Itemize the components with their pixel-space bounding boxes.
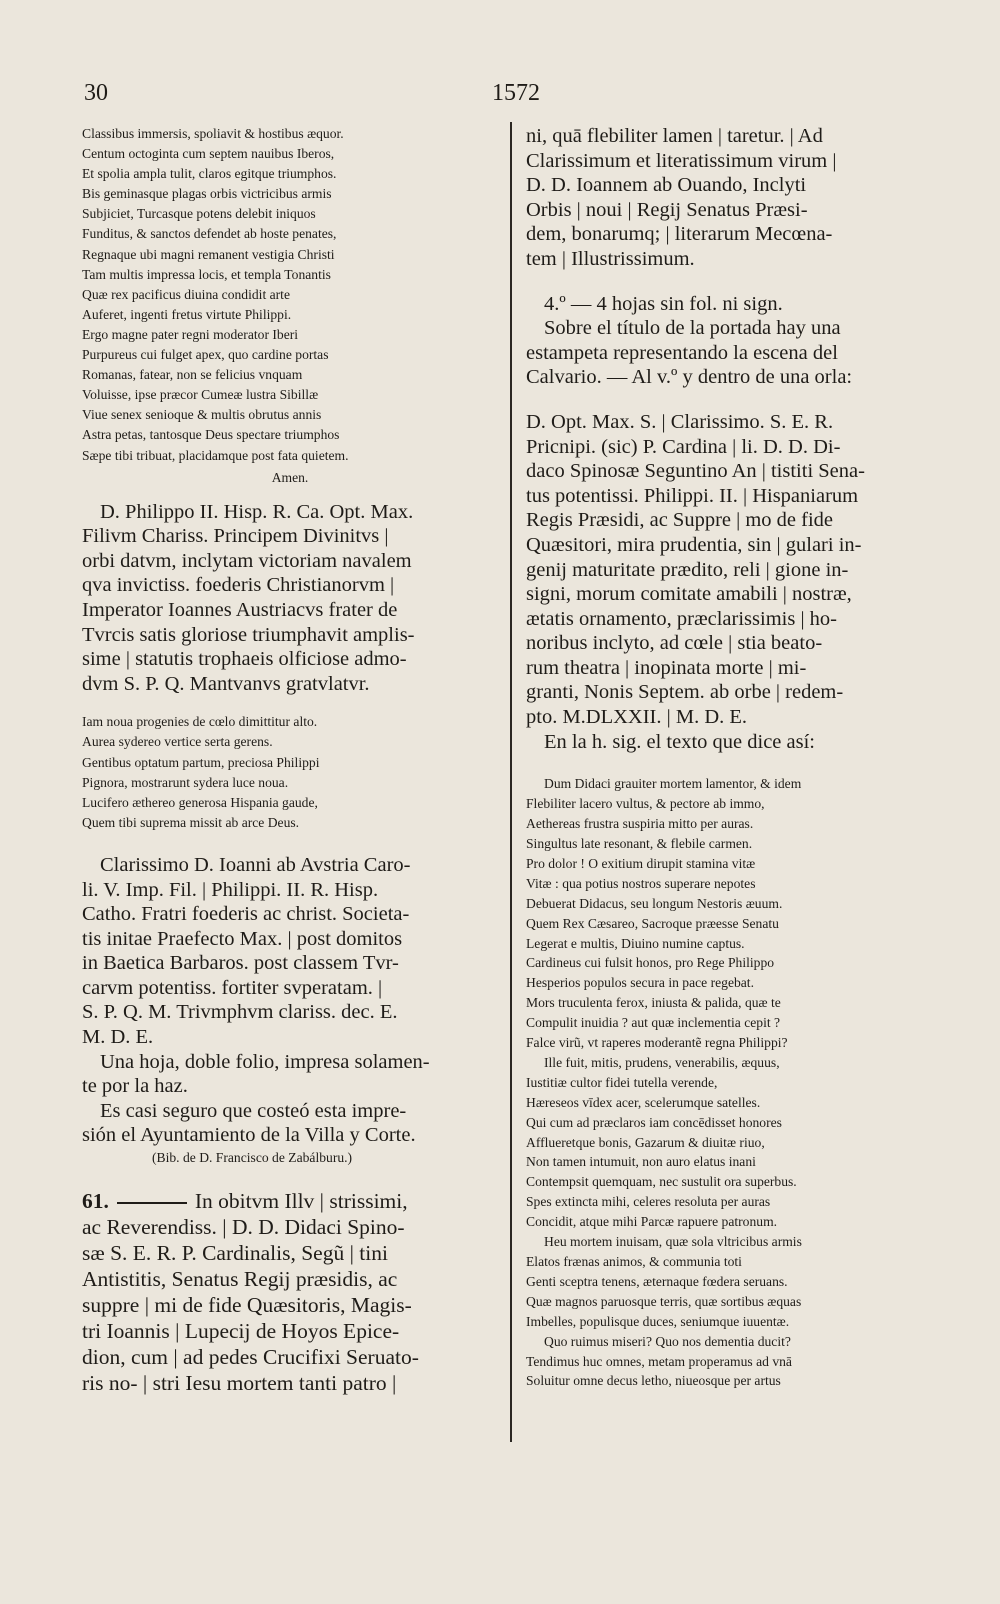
- verse-line: Singultus late resonant, & flebile carmen.: [526, 835, 753, 851]
- prose-line: estampeta representando la escena del: [526, 341, 838, 364]
- verse-line: Ille fuit, mitis, prudens, venerabilis, æquus,: [544, 1054, 780, 1070]
- entry-continuation: [526, 124, 958, 272]
- prose-line: 4.º — 4 hojas sin fol. ni sign.: [544, 292, 783, 315]
- prose-line: sión el Ayuntamiento de la Villa y Corte.: [82, 1124, 416, 1147]
- verse-line: Centum octoginta cum septem nauibus Iberos,: [82, 146, 335, 162]
- verse-line: Heu mortem inuisam, quæ sola vltricibus armis: [544, 1234, 802, 1250]
- entry-title-start: In obitvm Illv | strissimi,: [194, 1189, 408, 1214]
- verse-line: Mors truculenta ferox, iniusta & palida, quæ te: [526, 995, 781, 1011]
- amen-line: Amen.: [271, 469, 309, 485]
- prose-line: Calvario. — Al v.º y dentro de una orla:: [526, 366, 853, 389]
- verse-line: Classibus immersis, spoliavit & hostibus æquor.: [82, 126, 344, 141]
- prose-line: noribus inclyto, ad cœle | stia beato-: [526, 632, 823, 655]
- prose-line: sæ S. E. R. P. Cardinalis, Segũ | tini: [82, 1241, 388, 1266]
- prose-line: te por la haz.: [82, 1075, 188, 1098]
- prose-line: Catho. Fratri foederis ac christ. Societa-: [82, 903, 410, 926]
- verse-line: Cardineus cui fulsit honos, pro Rege Philippo: [526, 955, 775, 971]
- verse-line: Quem tibi suprema missit ab arce Deus.: [82, 814, 300, 830]
- page-header-year: 1572: [492, 80, 540, 106]
- prose-line: ni, quā flebiliter lamen | taretur. | Ad: [526, 125, 823, 147]
- verse-line: Quo ruimus miseri? Quo nos dementia ducit?: [544, 1333, 791, 1349]
- left-column: [82, 124, 498, 1396]
- verse-line: Qui cum ad præclaros iam concēdisset honores: [526, 1114, 782, 1130]
- verse-line: Voluisse, ipse præcor Cumeæ lustra Sibillæ: [82, 387, 319, 403]
- verse-line: Bis geminasque plagas orbis victricibus armis: [82, 186, 332, 202]
- verse-line: Sæpe tibi tribuat, placidamque post fata quietem.: [82, 447, 349, 463]
- prose-line: pto. M.DLXXII. | M. D. E.: [526, 706, 748, 729]
- verse-line: Tendimus huc omnes, metam properamus ad vnā: [526, 1353, 792, 1369]
- dedication-john-of-austria: [82, 853, 498, 1050]
- prose-line: tis initae Praefecto Max. | post domitos: [82, 927, 403, 950]
- description-note: [82, 1050, 498, 1148]
- verse-line: Astra petas, tantosque Deus spectare triumphos: [82, 427, 340, 443]
- prose-line: dvm S. P. Q. Mantvanvs gratvlatvr.: [82, 672, 370, 695]
- verse-line: Regnaque ubi magni remanent vestigia Christi: [82, 246, 335, 262]
- verse-line: Subjiciet, Turcasque potens delebit iniquos: [82, 206, 316, 222]
- dedication-cardinal: [526, 410, 958, 754]
- verse-line: Quæ rex pacificus diuina condidit arte: [82, 286, 290, 302]
- prose-line: D. Opt. Max. S. | Clarissimo. S. E. R.: [526, 410, 834, 433]
- prose-line: Orbis | noui | Regij Senatus Præsi-: [526, 198, 808, 221]
- verse-line: Auferet, ingenti fretus virtute Philippi.: [82, 306, 292, 322]
- verse-line: Dum Didaci grauiter mortem lamentor, & idem: [544, 776, 802, 792]
- prose-line: Clarissimum et literatissimum virum |: [526, 149, 837, 172]
- prose-line: Sobre el título de la portada hay una: [544, 317, 841, 340]
- prose-line: Regis Præsidi, ac Suppre | mo de fide: [526, 509, 834, 532]
- latin-epicedion: [526, 774, 958, 1391]
- prose-line: genij maturitate prædito, reli | gione in-: [526, 558, 849, 581]
- right-column: [526, 124, 958, 1391]
- verse-line: Romanas, fatear, non se felicius vnquam: [82, 367, 303, 383]
- verse-line: Quem Rex Cæsareo, Sacroque præesse Senatu: [526, 915, 779, 931]
- prose-line: D. D. Ioannem ab Ouando, Inclyti: [526, 174, 807, 197]
- prose-line: carvm potentiss. fortiter svperatam. |: [82, 976, 383, 999]
- verse-line: Iam noua progenies de cœlo dimittitur alto.: [82, 714, 318, 730]
- prose-line: Tvrcis satis gloriose triumphavit amplis-: [82, 623, 415, 646]
- latin-poem-2: [82, 712, 498, 833]
- verse-line: Tam multis impressa locis, et templa Tonantis: [82, 266, 331, 282]
- prose-line: ac Reverendiss. | D. D. Didaci Spino-: [82, 1215, 405, 1240]
- verse-line: Iustitiæ cultor fidei tutella verende,: [526, 1074, 718, 1090]
- prose-line: rum theatra | inopinata morte | mi-: [526, 656, 807, 679]
- prose-line: D. Philippo II. Hisp. R. Ca. Opt. Max.: [100, 500, 414, 523]
- verse-line: Flebiliter lacero vultus, & pectore ab immo,: [526, 796, 765, 812]
- verse-line: Funditus, & sanctos defendet ab hoste penates,: [82, 226, 337, 242]
- prose-line: Filivm Chariss. Principem Divinitvs |: [82, 525, 389, 548]
- verse-line: Compulit inuidia ? aut quæ inclementia cepit ?: [526, 1015, 781, 1031]
- prose-line: granti, Nonis Septem. ab orbe | redem-: [526, 681, 844, 704]
- prose-line: tem | Illustrissimum.: [526, 247, 695, 270]
- column-divider: [510, 122, 512, 1442]
- prose-line: daco Spinosæ Seguntino An | tistiti Sena-: [526, 460, 865, 483]
- prose-line: Pricnipi. (sic) P. Cardina | li. D. D. Di-: [526, 435, 841, 458]
- prose-line: Es casi seguro que costeó esta impre-: [100, 1099, 407, 1122]
- prose-line: in Baetica Barbaros. post classem Tvr-: [82, 952, 399, 975]
- verse-line: Aurea sydereo vertice serta gerens.: [82, 734, 273, 750]
- prose-line: tus potentissi. Philippi. II. | Hispaniarum: [526, 484, 859, 507]
- verse-line: Et spolia ampla tulit, claros egitque triumphos.: [82, 166, 337, 182]
- verse-line: Lucifero æthereo generosa Hispania gaude,: [82, 794, 318, 810]
- prose-line: Quæsitori, mira prudentia, sin | gulari in-: [526, 533, 862, 556]
- entry-number: 61.: [82, 1189, 109, 1214]
- prose-line: Imperator Ioannes Austriacvs frater de: [82, 598, 398, 621]
- verse-line: Spes extincta mihi, celeres resoluta per auras: [526, 1194, 771, 1210]
- page-number: 30: [84, 80, 108, 106]
- prose-line: Una hoja, doble folio, impresa solamen-: [100, 1050, 430, 1073]
- entry-dash: [117, 1202, 187, 1204]
- latin-poem-1: [82, 124, 498, 466]
- prose-line: suppre | mi de fide Quæsitoris, Magis-: [82, 1293, 412, 1318]
- verse-line: Ergo magne pater regni moderator Iberi: [82, 326, 299, 342]
- verse-line: Non tamen intumuit, non auro elatus inani: [526, 1154, 756, 1170]
- physical-description: [526, 292, 958, 390]
- library-citation: (Bib. de D. Francisco de Zabálburu.): [152, 1150, 353, 1166]
- verse-line: Hesperios populos secura in pace regebat.: [526, 975, 754, 991]
- prose-line: signi, morum comitate amabili | nostræ,: [526, 583, 852, 606]
- verse-line: Hæreseos vīdex acer, scelerumque satelles.: [526, 1094, 761, 1110]
- verse-line: Pignora, mostrarunt sydera luce noua.: [82, 774, 289, 790]
- prose-line: ætatis ornamento, præclarissimis | ho-: [526, 607, 837, 630]
- prose-line: S. P. Q. M. Trivmphvm clariss. dec. E.: [82, 1001, 398, 1024]
- prose-line: M. D. E.: [82, 1026, 154, 1049]
- verse-line: Elatos frænas animos, & communia toti: [526, 1254, 742, 1269]
- prose-line: Clarissimo D. Ioanni ab Avstria Caro-: [100, 853, 411, 876]
- verse-line: Aethereas frustra suspiria mitto per auras.: [526, 816, 754, 832]
- verse-line: Vitæ : qua potius nostros superare nepotes: [526, 875, 756, 891]
- verse-line: Genti sceptra tenens, æternaque fœdera seruans.: [526, 1273, 788, 1289]
- verse-line: Legerat e multis, Diuino numine captus.: [526, 935, 745, 951]
- prose-line: dion, cum | ad pedes Crucifixi Seruato-: [82, 1345, 419, 1370]
- prose-line: qva invictiss. foederis Christianorvm |: [82, 574, 395, 597]
- entry-heading-line: [82, 1188, 498, 1214]
- prose-line: dem, bonarumq; | literarum Mecœna-: [526, 223, 833, 246]
- verse-line: Contempsit quemquam, nec sustulit ora superbus.: [526, 1174, 797, 1190]
- prose-line: sime | statutis trophaeis olficiose admo-: [82, 648, 407, 671]
- verse-line: Imbelles, populisque duces, seniumque iuuentæ.: [526, 1313, 790, 1329]
- dedication-philip: [82, 500, 498, 697]
- verse-line: Soluitur omne decus letho, niueosque per artus: [526, 1373, 781, 1389]
- verse-line: Concidit, atque mihi Parcæ rapuere patronum.: [526, 1214, 778, 1230]
- bibliographic-entry-61: [82, 1188, 498, 1396]
- prose-line: En la h. sig. el texto que dice así:: [544, 730, 815, 753]
- prose-line: li. V. Imp. Fil. | Philippi. II. R. Hisp.: [82, 878, 379, 901]
- verse-line: Debuerat Didacus, seu longum Nestoris æuum.: [526, 895, 783, 911]
- verse-line: Falce virũ, vt raperes moderantẽ regna Philippi?: [526, 1035, 788, 1051]
- prose-line: tri Ioannis | Lupecij de Hoyos Epice-: [82, 1319, 400, 1344]
- verse-line: Purpureus cui fulget apex, quo cardine portas: [82, 347, 329, 363]
- verse-line: Pro dolor ! O exitium dirupit stamina vitæ: [526, 855, 756, 871]
- prose-line: orbi datvm, inclytam victoriam navalem: [82, 549, 412, 572]
- verse-line: Afflueretque bonis, Gazarum & diuitæ riuo,: [526, 1134, 765, 1150]
- verse-line: Quæ magnos paruosque terris, quæ sortibus æquas: [526, 1293, 802, 1309]
- verse-line: Gentibus optatum partum, preciosa Philippi: [82, 754, 320, 770]
- prose-line: Antistitis, Senatus Regij præsidis, ac: [82, 1267, 398, 1292]
- prose-line: ris no- | stri Iesu mortem tanti patro |: [82, 1371, 397, 1396]
- verse-line: Viue senex senioque & multis obrutus annis: [82, 407, 322, 423]
